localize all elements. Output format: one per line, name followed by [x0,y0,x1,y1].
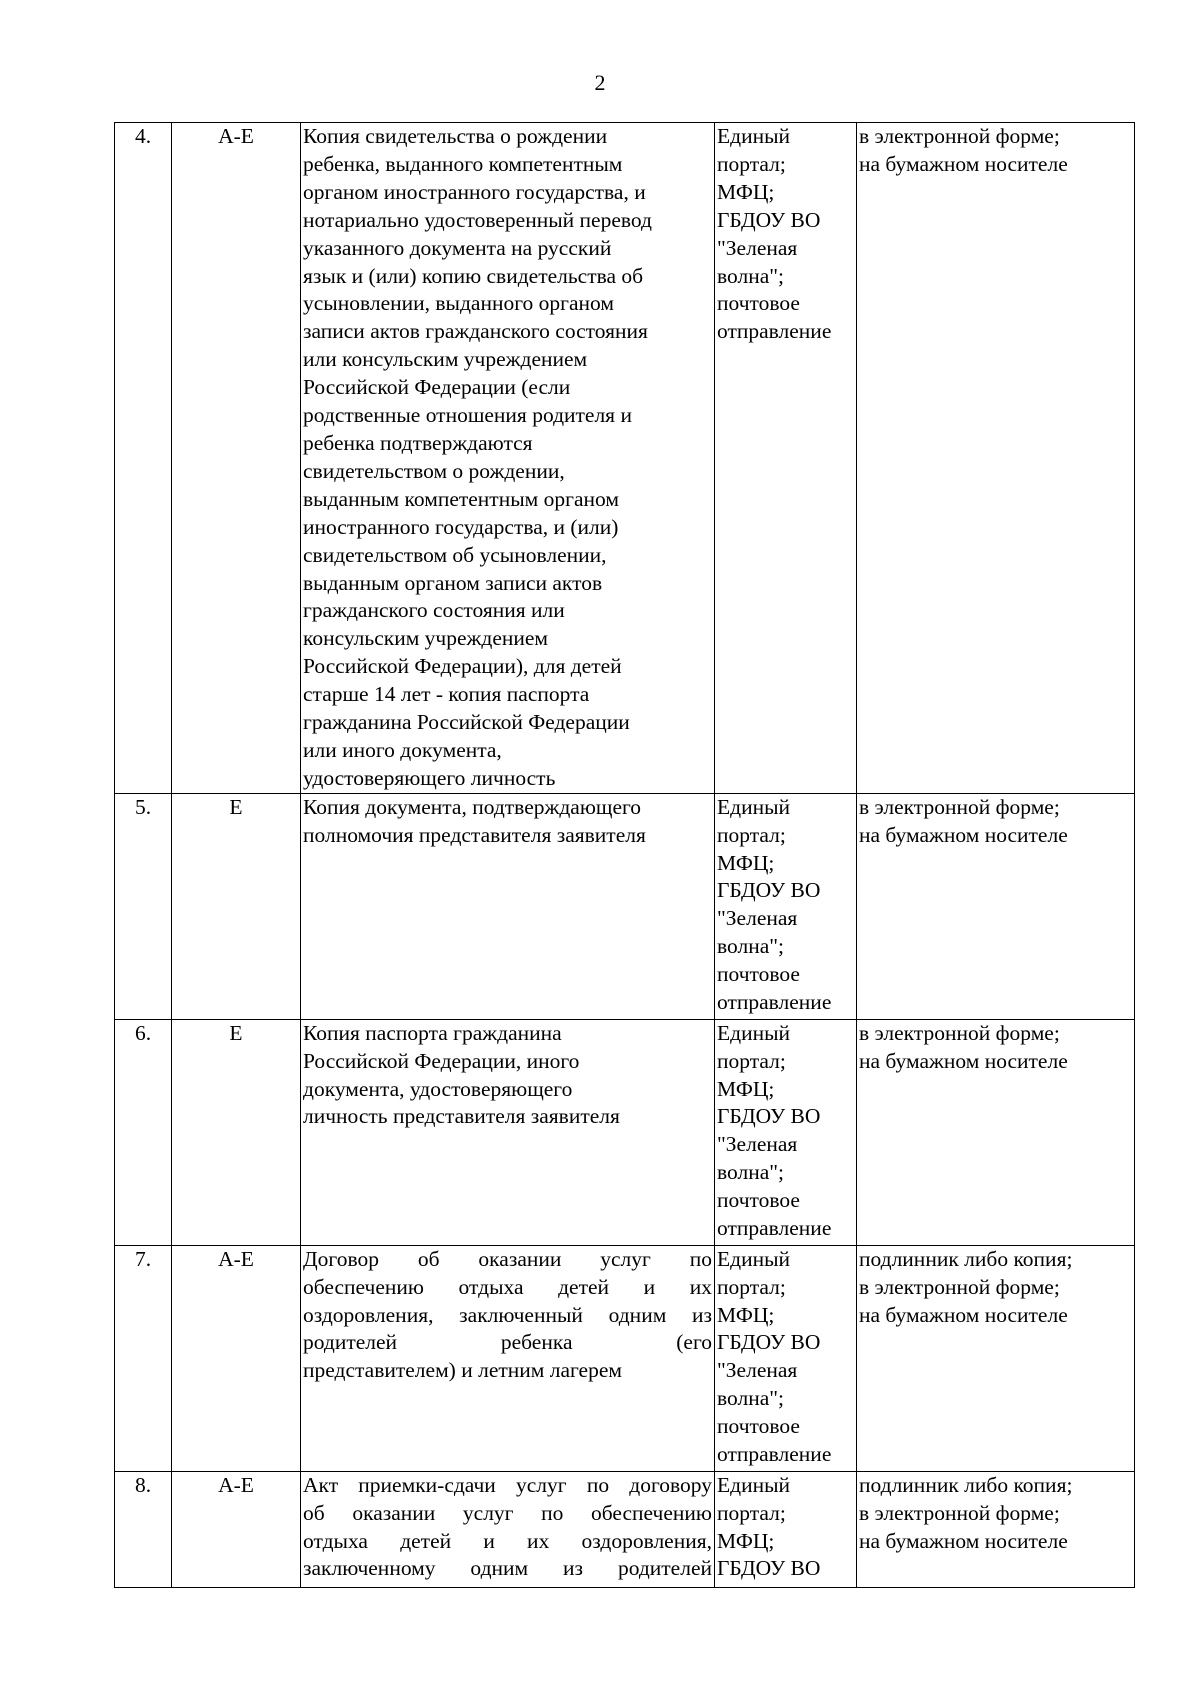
submission-method: Единый портал; МФЦ; ГБДОУ ВО [715,1471,857,1587]
applicant-category: А-Е [172,123,301,794]
table-row [115,1019,1135,1245]
submission-method: Единый портал; МФЦ; ГБДОУ ВО "Зеленая волна"; почтовое отправление [715,123,857,794]
document-form: подлинник либо копия; в электронной форме; на бумажном носителе [857,1245,1135,1471]
documents-table [114,122,1135,1588]
document-description: Акт приемки-сдачи услуг по договору об оказании услуг по обеспечению отдыха детей и их оздоровления, заключенному одним из родителей [301,1471,715,1587]
applicant-category: Е [172,793,301,1019]
table-row [115,1245,1135,1471]
document-description: Договор об оказании услуг по обеспечению отдыха детей и их оздоровления, заключенный одним из родителей ребенка (его представителем) и летним лагерем [301,1245,715,1471]
document-form: в электронной форме; на бумажном носителе [857,123,1135,794]
document-description: Копия документа, подтверждающего полномочия представителя заявителя [301,793,715,1019]
document-description: Копия паспорта гражданина Российской Федерации, иного документа, удостоверяющего личность представителя заявителя [301,1019,715,1245]
row-number: 5. [115,793,172,1019]
applicant-category: Е [172,1019,301,1245]
submission-method: Единый портал; МФЦ; ГБДОУ ВО "Зеленая волна"; почтовое отправление [715,793,857,1019]
row-number: 7. [115,1245,172,1471]
document-form: в электронной форме; на бумажном носителе [857,793,1135,1019]
page-number: 2 [594,70,606,95]
table-row [115,793,1135,1019]
table-row [115,123,1135,794]
applicant-category: А-Е [172,1471,301,1587]
document-form: в электронной форме; на бумажном носителе [857,1019,1135,1245]
row-number: 4. [115,123,172,794]
document-form: подлинник либо копия; в электронной форме; на бумажном носителе [857,1471,1135,1587]
submission-method: Единый портал; МФЦ; ГБДОУ ВО "Зеленая волна"; почтовое отправление [715,1019,857,1245]
row-number: 6. [115,1019,172,1245]
submission-method: Единый портал; МФЦ; ГБДОУ ВО "Зеленая волна"; почтовое отправление [715,1245,857,1471]
applicant-category: А-Е [172,1245,301,1471]
row-number: 8. [115,1471,172,1587]
table-row [115,1471,1135,1587]
document-description: Копия свидетельства о рождении ребенка, выданного компетентным органом иностранного государства, и нотариально удостоверенный перевод указанного документа на русский язык и (или) копию свидетельства об усыновлении, выданного органом записи актов гражданского состояния или консульским учреждением Российской Федерации (если родственные отношения родителя и ребенка подтверждаются свидетельством о рождении, выданным компетентным органом иностранного государства, и (или) свидетельством об усыновлении, выданным органом записи актов гражданского состояния или консульским учреждением Российской Федерации), для детей старше 14 лет - копия паспорта гражданина Российской Федерации или иного документа, удостоверяющего личность [301,123,715,794]
